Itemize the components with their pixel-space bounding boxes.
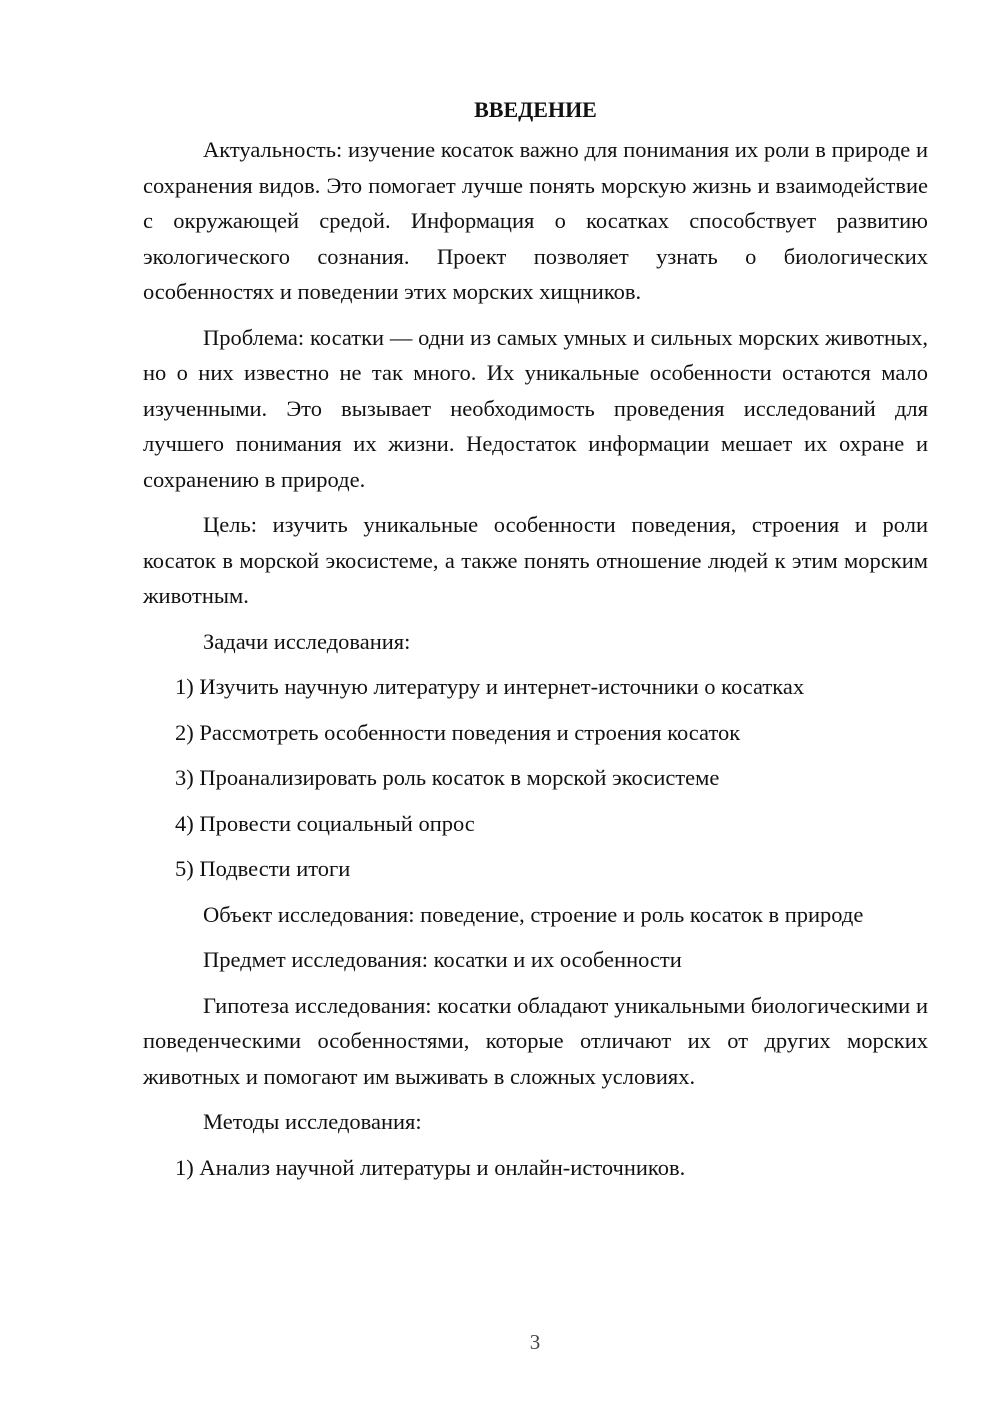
methods-heading: Методы исследования:: [203, 1109, 422, 1134]
tasks-heading: Задачи исследования:: [203, 628, 411, 654]
task-item-4: 4) Провести социальный опрос: [175, 810, 475, 836]
task-item-3: 3) Проанализировать роль косаток в морской экосистеме: [175, 765, 720, 790]
hypothesis-paragraph: Гипотеза исследования: косатки обладают уникальными биологическими и поведенческими особенностями, которые отличают их от других морских животных и помогают им выживать в сложных условиях.: [143, 992, 928, 1089]
task-item-2: 2) Рассмотреть особенности поведения и строения косаток: [175, 719, 741, 745]
method-item-1: 1) Анализ научной литературы и онлайн-источников.: [175, 1154, 686, 1180]
document-page: [143, 92, 928, 1195]
section-title: ВВЕДЕНИЕ: [474, 97, 597, 122]
relevance-paragraph: Актуальность: изучение косаток важно для понимания их роли в природе и сохранения видов. Это помогает лучше понять морскую жизнь и взаимодействие с окружающей средой. Информация о косатках способствует развитию экологического сознания. Проект позволяет узнать о биологических особенностях и поведении этих морских хищников.: [143, 137, 928, 304]
subject-paragraph: Предмет исследования: косатки и их особенности: [203, 947, 682, 972]
task-item-5: 5) Подвести итоги: [175, 856, 351, 881]
task-item-1: 1) Изучить научную литературу и интернет-источники о косатках: [175, 674, 805, 699]
page-number: 3: [529, 1330, 541, 1354]
problem-paragraph: Проблема: косатки — одни из самых умных и сильных морских животных, но о них известно не так много. Их уникальные особенности остаются мало изученными. Это вызывает необходимость проведения исследований для лучшего понимания их жизни. Недостаток информации мешает их охране и сохранению в природе.: [143, 324, 928, 492]
goal-paragraph: Цель: изучить уникальные особенности поведения, строения и роли косаток в морской экосистеме, а также понять отношение людей к этим морским животным.: [143, 512, 928, 608]
object-paragraph: Объект исследования: поведение, строение и роль косаток в природе: [203, 901, 864, 927]
